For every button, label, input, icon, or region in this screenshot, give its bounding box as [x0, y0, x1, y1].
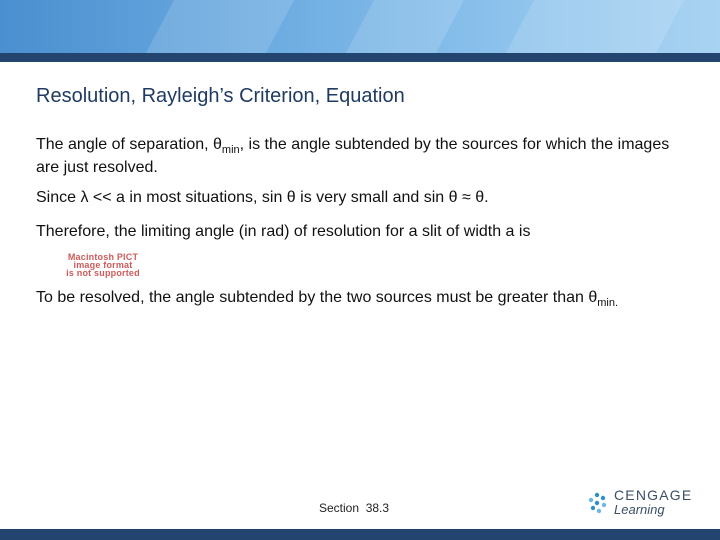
top-rule — [0, 53, 720, 62]
para1-text-a: The angle of separation, θ — [36, 136, 222, 153]
banner-facet — [346, 0, 464, 53]
para1-subscript: min — [221, 144, 240, 156]
paragraph-to-be-resolved — [36, 287, 676, 310]
cengage-logo — [584, 486, 694, 520]
banner-facet — [146, 0, 294, 53]
placeholder-line: Macintosh PICT — [67, 252, 139, 262]
para4-text: To be resolved, the angle subtended by the two sources must be greater than θ — [36, 289, 598, 306]
para4-subscript: min. — [597, 297, 619, 309]
paragraph-small-angle: Since λ << a in most situations, sin θ is very small and sin θ ≈ θ. — [36, 189, 489, 206]
paragraph-angle-of-separation — [36, 134, 676, 179]
placeholder-line: is not supported — [66, 268, 140, 278]
paragraph-limiting-angle: Therefore, the limiting angle (in rad) of resolution for a slit of width a is — [36, 223, 531, 240]
logo-wordmark-bottom: Learning — [614, 502, 665, 517]
section-label: Section 38.3 — [319, 501, 390, 515]
slide-title: Resolution, Rayleigh’s Criterion, Equation — [36, 85, 405, 107]
para1-text-b: , is the angle subtended by the sources for which the images are just resolved. — [36, 136, 670, 176]
placeholder-line: image format — [73, 260, 133, 270]
banner-facet — [506, 0, 684, 53]
unsupported-image-placeholder — [54, 253, 152, 277]
bottom-rule — [0, 529, 720, 540]
top-banner — [0, 0, 720, 53]
cengage-mark-icon — [584, 490, 610, 516]
logo-wordmark-top: CENGAGE — [614, 487, 693, 503]
